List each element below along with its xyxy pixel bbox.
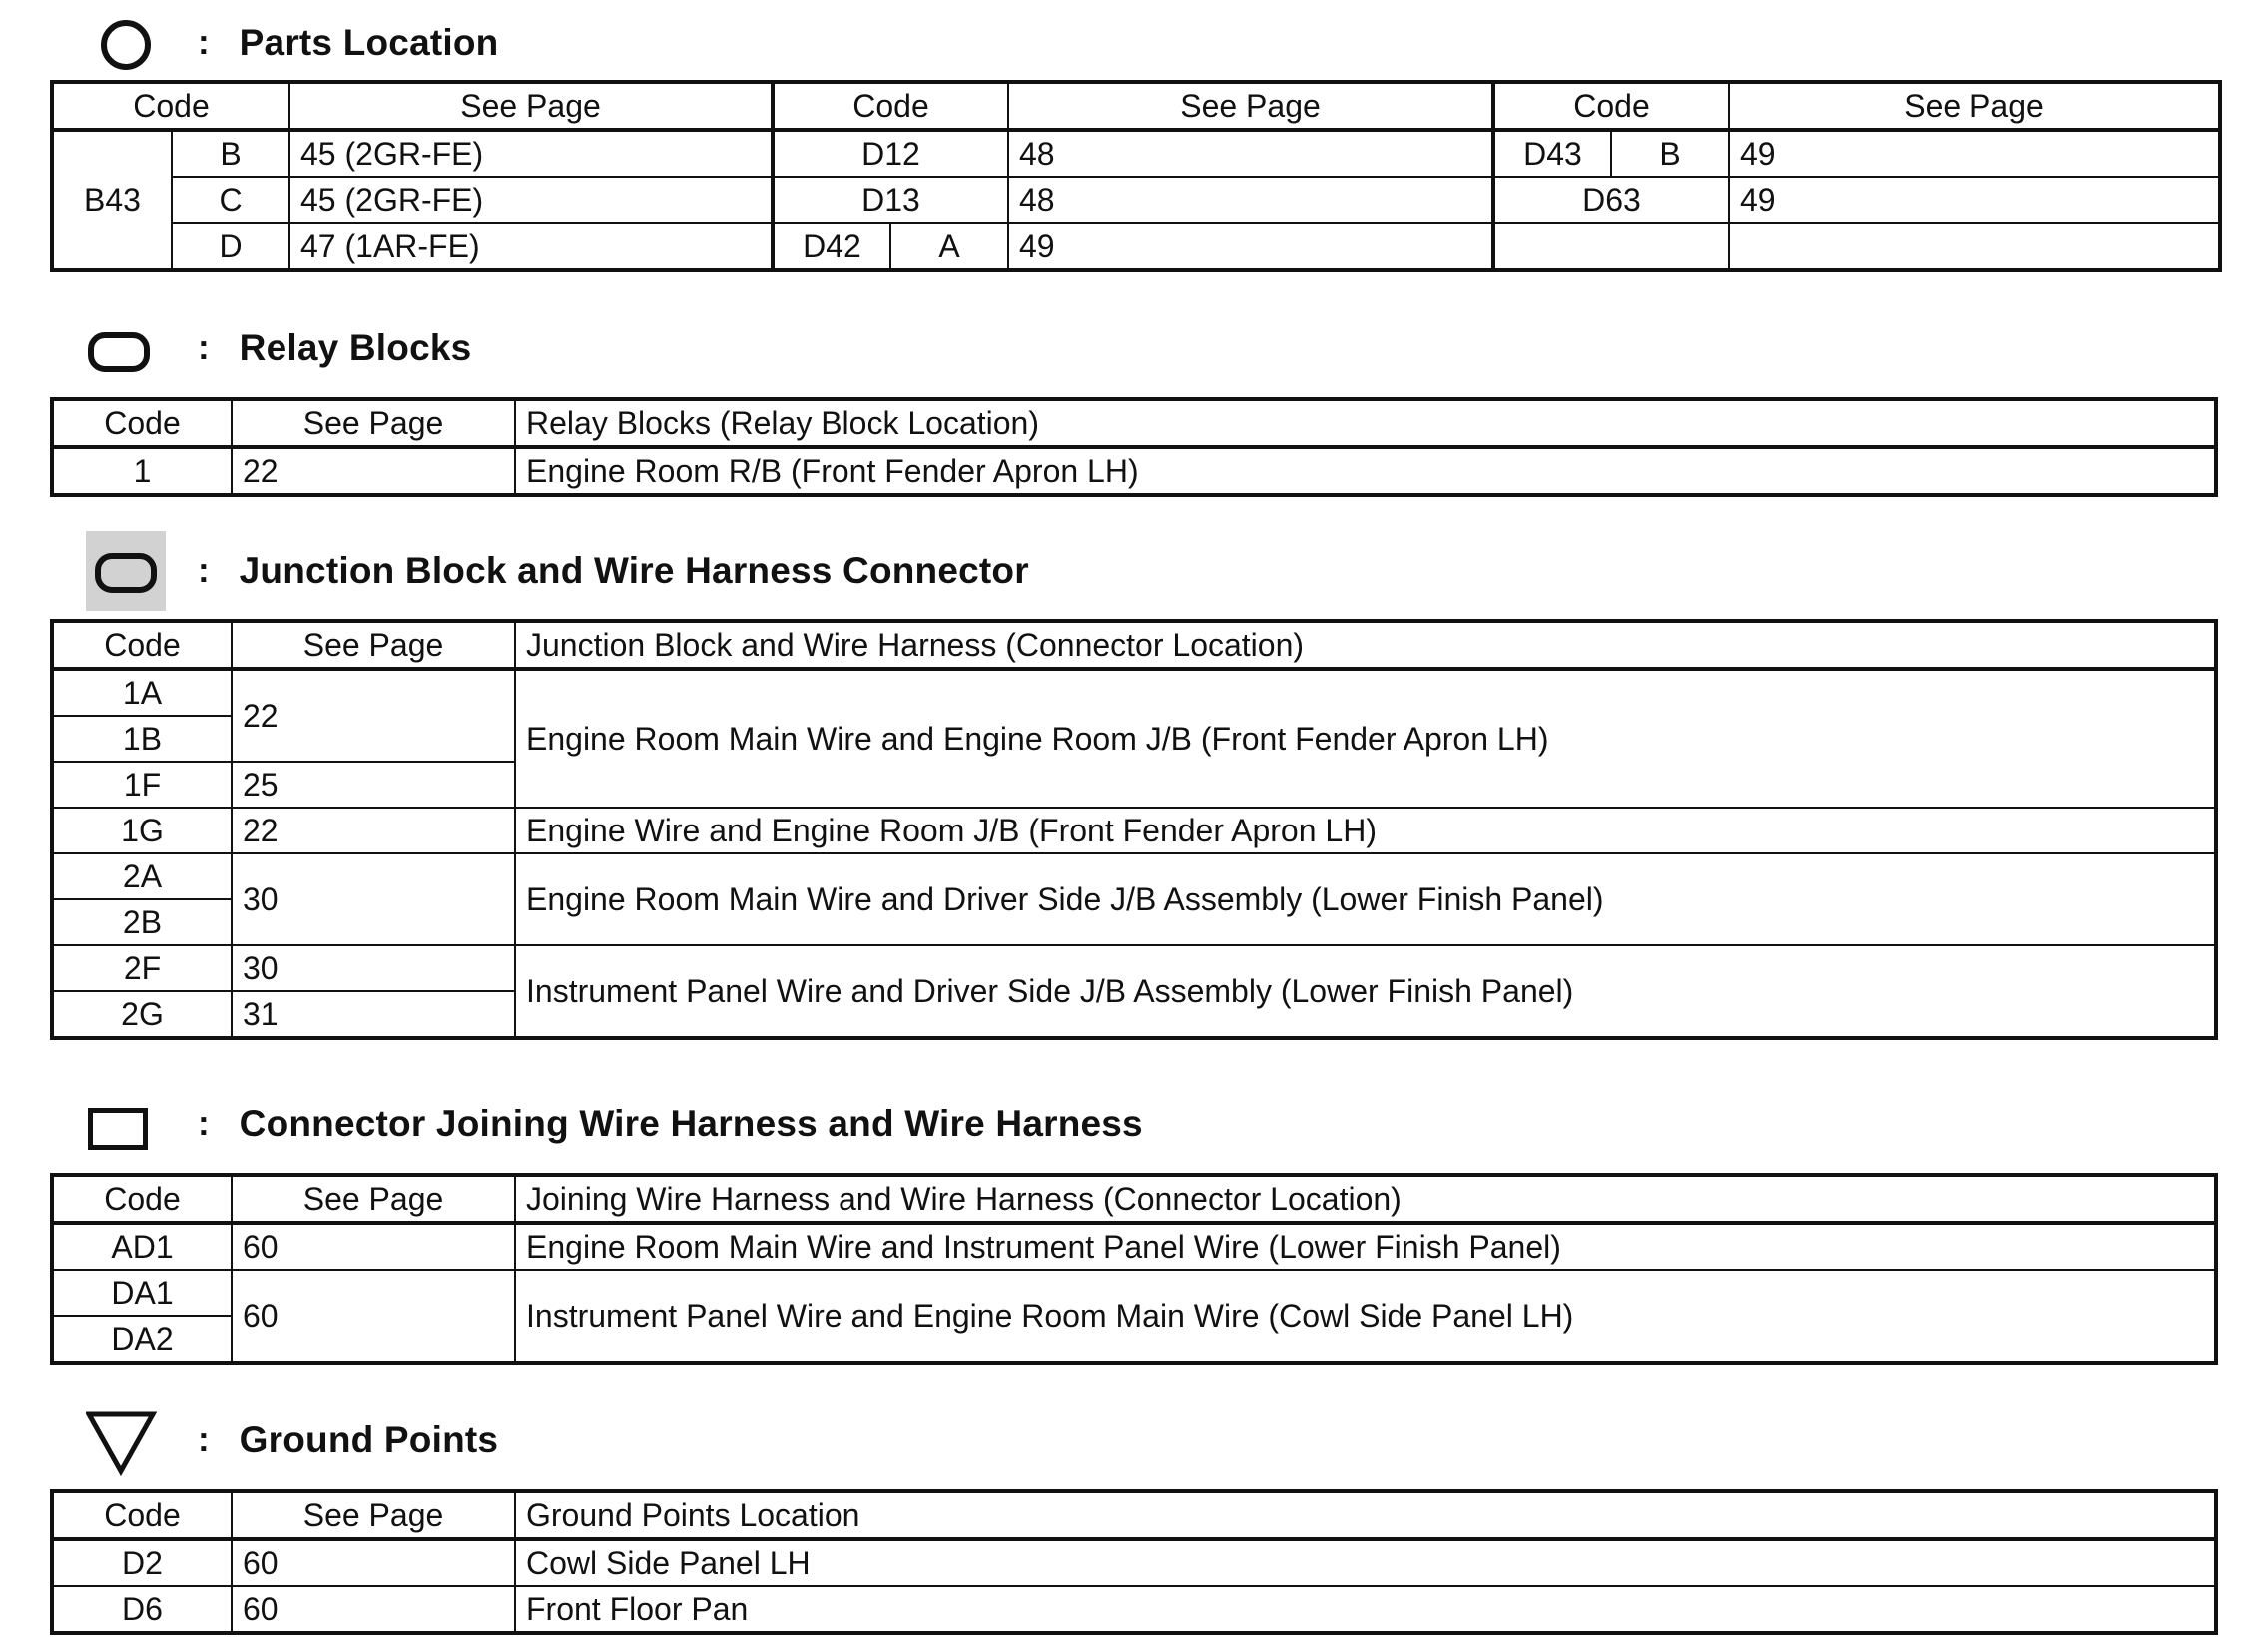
see-page-value: 22 <box>232 808 515 853</box>
table-header-row <box>52 399 2216 447</box>
header-see-page: See Page <box>232 1491 515 1539</box>
code-cell: 1B <box>52 716 232 762</box>
table-header-row <box>52 82 2220 130</box>
section-title: Relay Blocks <box>239 327 472 368</box>
table-row <box>52 1586 2216 1633</box>
code-cell: D2 <box>52 1539 232 1586</box>
see-page-value: 30 <box>232 945 515 991</box>
sub-code: B <box>1611 130 1729 177</box>
header-code: Code <box>52 82 289 130</box>
rectangle-icon <box>86 1084 166 1164</box>
code-cell: 2B <box>52 899 232 945</box>
table-row <box>52 1539 2216 1586</box>
table-header-row <box>52 1175 2216 1223</box>
header-see-page: See Page <box>1008 82 1493 130</box>
heading-colon: : <box>198 551 210 590</box>
sub-code: D <box>172 223 289 270</box>
header-code: Code <box>52 621 232 669</box>
see-page-value: 49 <box>1729 177 2220 223</box>
section-title: Ground Points <box>239 1419 499 1460</box>
see-page-value: 48 <box>1008 130 1493 177</box>
header-see-page: See Page <box>232 399 515 447</box>
section-title: Connector Joining Wire Harness and Wire Harness <box>239 1103 1143 1144</box>
code-cell: DA2 <box>52 1316 232 1363</box>
header-description: Ground Points Location <box>515 1491 2216 1539</box>
junction-block-heading <box>86 531 1029 611</box>
see-page-value: 25 <box>232 762 515 808</box>
parts-location-heading <box>86 3 498 83</box>
description-cell: Engine Room Main Wire and Instrument Panel Wire (Lower Finish Panel) <box>515 1223 2216 1270</box>
empty-cell <box>1493 223 1729 270</box>
junction-block-table <box>50 619 2218 1040</box>
ground-points-table <box>50 1489 2218 1635</box>
description-cell: Instrument Panel Wire and Driver Side J/B Assembly (Lower Finish Panel) <box>515 945 2216 1038</box>
see-page-value: 60 <box>232 1586 515 1633</box>
see-page-value: 60 <box>232 1270 515 1363</box>
rounded-rectangle-icon <box>86 308 166 388</box>
header-code: Code <box>52 1175 232 1223</box>
table-row <box>52 669 2216 716</box>
shaded-rounded-rectangle-icon <box>86 531 166 611</box>
code-cell: D43 <box>1493 130 1611 177</box>
see-page-value: 49 <box>1008 223 1493 270</box>
joining-connector-table <box>50 1173 2218 1365</box>
sub-code: C <box>172 177 289 223</box>
code-cell: DA1 <box>52 1270 232 1316</box>
code-cell: D42 <box>773 223 890 270</box>
code-cell: D63 <box>1493 177 1729 223</box>
code-cell: 1A <box>52 669 232 716</box>
parts-location-table <box>50 80 2222 272</box>
header-description: Joining Wire Harness and Wire Harness (Connector Location) <box>515 1175 2216 1223</box>
description-cell: Engine Room Main Wire and Driver Side J/B Assembly (Lower Finish Panel) <box>515 853 2216 945</box>
code-cell: 1F <box>52 762 232 808</box>
see-page-value: 60 <box>232 1539 515 1586</box>
heading-colon: : <box>198 1104 210 1143</box>
header-see-page: See Page <box>232 621 515 669</box>
heading-colon: : <box>198 23 210 62</box>
see-page-value: 45 (2GR-FE) <box>289 177 773 223</box>
table-row <box>52 853 2216 899</box>
see-page-value: 30 <box>232 853 515 945</box>
description-cell: Front Floor Pan <box>515 1586 2216 1633</box>
relay-blocks-heading <box>86 308 471 388</box>
heading-colon: : <box>198 328 210 367</box>
table-row <box>52 223 2220 270</box>
description-cell: Engine Wire and Engine Room J/B (Front Fender Apron LH) <box>515 808 2216 853</box>
group-code: B43 <box>52 130 172 270</box>
table-row <box>52 1270 2216 1316</box>
code-cell: 1 <box>52 447 232 495</box>
code-cell: D6 <box>52 1586 232 1633</box>
code-cell: D12 <box>773 130 1008 177</box>
code-cell: 2G <box>52 991 232 1038</box>
header-see-page: See Page <box>232 1175 515 1223</box>
description-cell: Engine Room R/B (Front Fender Apron LH) <box>515 447 2216 495</box>
description-cell: Cowl Side Panel LH <box>515 1539 2216 1586</box>
description-cell: Instrument Panel Wire and Engine Room Main Wire (Cowl Side Panel LH) <box>515 1270 2216 1363</box>
see-page-value: 45 (2GR-FE) <box>289 130 773 177</box>
see-page-value: 49 <box>1729 130 2220 177</box>
code-cell: 1G <box>52 808 232 853</box>
header-code: Code <box>52 399 232 447</box>
see-page-value: 31 <box>232 991 515 1038</box>
table-header-row <box>52 621 2216 669</box>
joining-connector-heading <box>86 1084 1143 1164</box>
code-cell: AD1 <box>52 1223 232 1270</box>
code-cell: D13 <box>773 177 1008 223</box>
see-page-value: 47 (1AR-FE) <box>289 223 773 270</box>
relay-blocks-table <box>50 397 2218 497</box>
code-cell: 2F <box>52 945 232 991</box>
description-cell: Engine Room Main Wire and Engine Room J/B (Front Fender Apron LH) <box>515 669 2216 808</box>
header-description: Relay Blocks (Relay Block Location) <box>515 399 2216 447</box>
table-row <box>52 808 2216 853</box>
table-row <box>52 945 2216 991</box>
header-description: Junction Block and Wire Harness (Connector Location) <box>515 621 2216 669</box>
table-row <box>52 447 2216 495</box>
section-title: Junction Block and Wire Harness Connector <box>239 550 1029 591</box>
header-see-page: See Page <box>289 82 773 130</box>
sub-code: A <box>890 223 1008 270</box>
section-title: Parts Location <box>239 22 499 63</box>
heading-colon: : <box>198 1420 210 1459</box>
table-row <box>52 130 2220 177</box>
header-see-page: See Page <box>1729 82 2220 130</box>
header-code: Code <box>52 1491 232 1539</box>
sub-code: B <box>172 130 289 177</box>
empty-cell <box>1729 223 2220 270</box>
ground-points-heading <box>86 1400 498 1480</box>
see-page-value: 22 <box>232 447 515 495</box>
triangle-icon <box>86 1400 166 1480</box>
table-row <box>52 1223 2216 1270</box>
header-code: Code <box>773 82 1008 130</box>
circle-icon <box>86 3 166 83</box>
see-page-value: 22 <box>232 669 515 762</box>
see-page-value: 60 <box>232 1223 515 1270</box>
table-header-row <box>52 1491 2216 1539</box>
code-cell: 2A <box>52 853 232 899</box>
see-page-value: 48 <box>1008 177 1493 223</box>
header-code: Code <box>1493 82 1729 130</box>
table-row <box>52 177 2220 223</box>
